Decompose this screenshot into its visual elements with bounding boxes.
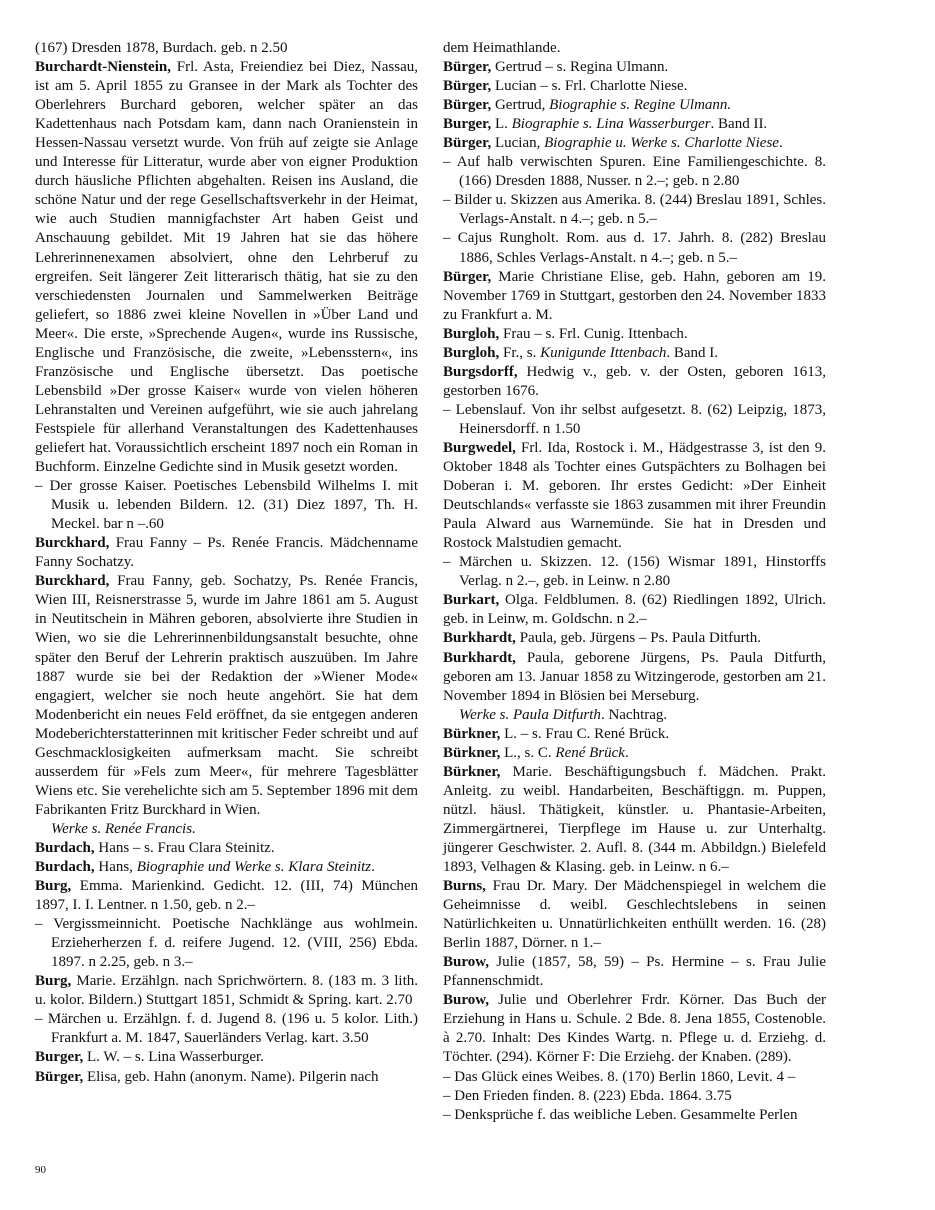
- dictionary-entry: [443, 58, 826, 77]
- entry-text: .: [624, 744, 629, 761]
- dictionary-entry: [443, 115, 826, 134]
- entry-text: Lucian,: [491, 135, 545, 152]
- dictionary-entry: [443, 1068, 826, 1087]
- entry-text: – Märchen u. Erzählgn. f. d. Jugend 8. (196 u. 5 kolor. Lith.) Frankfurt a. M. 1847, Sauerländers Verlag. kart. 3.50: [35, 1011, 418, 1047]
- dictionary-entry: [443, 591, 826, 629]
- entry-headword: Burchardt-Nienstein,: [35, 59, 171, 76]
- dictionary-entry: [443, 401, 826, 439]
- dictionary-entry: [443, 629, 826, 648]
- dictionary-entry: [443, 991, 826, 1067]
- entry-text: Frau Fanny – Ps. Renée Francis. Mädchenname Fanny Sochatzy.: [35, 535, 418, 571]
- entry-text: Fr., s.: [499, 344, 541, 361]
- entry-headword: Burg,: [35, 878, 72, 895]
- dictionary-entry: [443, 153, 826, 191]
- dictionary-entry: [443, 725, 826, 744]
- dictionary-entry: [443, 649, 826, 706]
- dictionary-entry: [443, 229, 826, 267]
- entry-text: Frau Dr. Mary. Der Mädchenspiegel in welchem die Geheimnisse d. weibl. Geschlechtslebens in seinen Natürlichkeiten u. Unnatürlichkeiten enthüllt werden. 16. (28) Berlin 1887, Dörner. n 1.–: [443, 878, 826, 952]
- dictionary-entry: [35, 477, 418, 534]
- entry-text: Paula, geb. Jürgens – Ps. Paula Ditfurth.: [515, 630, 762, 647]
- entry-text: L.: [491, 116, 512, 133]
- entry-text: Frau Fanny, geb. Sochatzy, Ps. Renée Francis, Wien III, Reisnerstrasse 5, wurde im Jahre 1861 am 5. August in Neutitschein in Mähren geboren, absolvierte ihre Studien in Wien, wo sie die Lehrerinnenbildungsanstalt besuchte, ohne später den Beruf der Lehrerin praktisch auszuüben. Im Jahre 1887 wurde sie bei der Redaktion der »Wiener Mode« engagiert, welcher sie noch heute angehört. Sie hat dem Modenbericht ein neues Feld eröffnet, da sie entgegen anderen Modeberichterstatterinnen mit kritischer Feder schreibt und auf Geschmacklosigkeiten aufmerksam macht. Sie schreibt ausserdem für »Fels zum Meer«, für mehrere Tagesblätter Wiens etc. Sie verehelichte sich am 5. September 1896 mit dem Fabrikanten Fritz Burckhard in Wien.: [35, 573, 418, 818]
- entry-text: – Bilder u. Skizzen aus Amerika. 8. (244) Breslau 1891, Schles. Verlags-Anstalt. n 4.–; geb. n 5.–: [443, 192, 826, 228]
- entry-text: Gertrud,: [491, 97, 550, 114]
- dictionary-entry: [35, 572, 418, 820]
- entry-italic-text: Biographie s. Regine Ulmann.: [549, 97, 732, 114]
- dictionary-entry: [35, 915, 418, 972]
- entry-text: Frl. Asta, Freiendiez bei Diez, Nassau, ist am 5. April 1855 zu Gransee in der Mark als Tochter des Oberlehrers Burchard geboren, welcher später an das Kadettenhaus nach Potsdam kam, dann nach Oranienstein in Hessen-Nassau versetzt wurde. Von früh auf zeigte sie Anlage und Interesse für Litteratur, wurde aber von eigner Produktion durch häusliche Pflichten abgehalten. Reisen ins Ausland, die schöne Natur und der rege Gesellschaftsverkehr in der Heimat, wie auch Studien mannigfachster Art haben Geist und Anschauung gebildet. Mit 19 Jahren hat sie das höhere Lehrerinnenexamen absolviert, ohne den Lehrberuf zu ergreifen. Seit längerer Zeit litterarisch thätig, hat sie zu den verschiedensten Journalen und Sammelwerken Beiträge geliefert, so 1886 zwei kleine Novellen in »Über Land und Meer«. Die erste, »Sprechende Augen«, wurde ins Russische, Englische und Französische, die zweite, »Lebensstern«, ins Französische und Englische übersetzt. Das poetische Lebensbild »Der grosse Kaiser« wurde von vielen höheren Lehranstalten und Vereinen aufgeführt, wie sie auch jahrelang Festspiele für allerhand Veranstaltungen des Kadettenhauses geliefert hat. Voraussichtlich erscheint 1897 noch ein Roman in Buchform. Einzelne Gedichte sind in Musik gesetzt worden.: [35, 59, 418, 476]
- entry-text: Marie Christiane Elise, geb. Hahn, geboren am 19. November 1769 in Stuttgart, gestorben den 24. November 1833 zu Frankfurt a. M.: [443, 268, 826, 323]
- entry-headword: Burow,: [443, 954, 489, 971]
- entry-italic-text: Biographie s. Lina Wasserburger: [511, 116, 711, 133]
- entry-headword: Burgloh,: [443, 344, 500, 361]
- dictionary-entry: [443, 553, 826, 591]
- entry-headword: Bürkner,: [443, 744, 501, 761]
- entry-headword: Burg,: [35, 973, 72, 990]
- dictionary-entry: [35, 58, 418, 477]
- entry-text: . Nachtrag.: [600, 706, 668, 723]
- entry-text: Emma. Marienkind. Gedicht. 12. (III, 74) München 1897, I. I. Lentner. n 1.50, geb. n 2.–: [35, 878, 418, 914]
- dictionary-entry: [35, 972, 418, 1010]
- entry-text: Hedwig v., geb. v. der Osten, geboren 1613, gestorben 1676.: [443, 363, 826, 399]
- entry-text: Hans – s. Frau Clara Steinitz.: [94, 839, 275, 856]
- entry-italic-text: Kunigunde Ittenbach: [540, 344, 667, 361]
- entry-headword: Burns,: [443, 878, 486, 895]
- dictionary-entry: [443, 763, 826, 877]
- entry-headword: Bürger,: [443, 78, 492, 95]
- dictionary-entry: [443, 39, 826, 58]
- dictionary-entry: [443, 268, 826, 325]
- entry-headword: Burkhardt,: [443, 649, 516, 666]
- entry-text: .: [778, 135, 783, 152]
- entry-headword: Bürger,: [35, 1068, 84, 1085]
- dictionary-entry: [443, 1087, 826, 1106]
- entry-text: Frau – s. Frl. Cunig. Ittenbach.: [499, 325, 688, 342]
- dictionary-entry: [443, 191, 826, 229]
- entry-text: Marie. Beschäftigungsbuch f. Mädchen. Prakt. Anleitg. zu weibl. Handarbeiten, Beschäftiggn. m. Puppen, nützl. häusl. Thätigkeit, künstler. u. Phantasie-Arbeiten, Zimmergärtnerei, Tierpflege im Hause u. zur Unterhaltg. jüngerer Geschwister. 2. Aufl. 8. (344 m. Abbildgn.) Bielefeld 1893, Velhagen & Klasing. geb. in Leinw. n 6.–: [443, 763, 826, 876]
- entry-text: Elisa, geb. Hahn (anonym. Name). Pilgerin nach: [83, 1068, 379, 1085]
- dictionary-entry: [443, 439, 826, 553]
- entry-text: Gertrud – s. Regina Ulmann.: [491, 59, 669, 76]
- entry-text: Olga. Feldblumen. 8. (62) Riedlingen 1892, Ulrich. geb. in Leinw, m. Goldschn. n 2.–: [443, 592, 826, 628]
- entry-headword: Burkart,: [443, 592, 500, 609]
- entry-text: – Den Frieden finden. 8. (223) Ebda. 1864. 3.75: [443, 1087, 732, 1104]
- entry-headword: Bürger,: [443, 135, 492, 152]
- dictionary-entry: [443, 363, 826, 401]
- entry-headword: Burger,: [35, 1049, 84, 1066]
- entry-text: (167) Dresden 1878, Burdach. geb. n 2.50: [35, 40, 288, 56]
- entry-headword: Burger,: [443, 116, 492, 133]
- dictionary-entry: [35, 877, 418, 915]
- dictionary-entry: [443, 744, 826, 763]
- entry-text: Paula, geborene Jürgens, Ps. Paula Ditfurth, geboren am 13. Januar 1858 zu Witzingerode, gestorben am 21. November 1894 in Blösien bei Merseburg.: [443, 649, 826, 704]
- entry-italic-text: Biographie u. Werke s. Charlotte Niese: [544, 135, 779, 152]
- entry-headword: Bürger,: [443, 268, 492, 285]
- entry-headword: Burkhardt,: [443, 630, 516, 647]
- entry-headword: Bürkner,: [443, 763, 501, 780]
- entry-text: – Auf halb verwischten Spuren. Eine Familiengeschichte. 8. (166) Dresden 1888, Nusser. n 2.–; geb. n 2.80: [443, 154, 826, 190]
- entry-text: Hans,: [94, 859, 137, 876]
- dictionary-entry: [443, 1106, 826, 1125]
- entry-text: – Denksprüche f. das weibliche Leben. Gesammelte Perlen: [443, 1106, 798, 1123]
- entry-text: Julie (1857, 58, 59) – Ps. Hermine – s. Frau Julie Pfannenschmidt.: [443, 954, 826, 990]
- entry-text: .: [371, 859, 375, 876]
- dictionary-entry: [35, 534, 418, 572]
- entry-headword: Burdach,: [35, 839, 95, 856]
- entry-headword: Burgwedel,: [443, 439, 516, 456]
- entry-headword: Burgloh,: [443, 325, 500, 342]
- right-column: [443, 39, 826, 1125]
- entry-text: L. – s. Frau C. René Brück.: [500, 725, 670, 742]
- dictionary-entry: [443, 134, 826, 153]
- entry-text: dem Heimathlande.: [443, 40, 561, 56]
- entry-text: . Band II.: [710, 116, 768, 133]
- entry-headword: Burdach,: [35, 859, 95, 876]
- entry-text: Marie. Erzählgn. nach Sprichwörtern. 8. (183 m. 3 lith. u. kolor. Bildern.) Stuttgart 1851, Schmidt & Spring. kart. 2.70: [35, 973, 418, 1009]
- entry-headword: Burow,: [443, 992, 489, 1009]
- dictionary-entry: [35, 1010, 418, 1048]
- entry-text: L., s. C.: [500, 744, 556, 761]
- page-number: 90: [35, 1164, 46, 1176]
- entry-text: L. W. – s. Lina Wasserburger.: [83, 1049, 264, 1066]
- entry-headword: Bürkner,: [443, 725, 501, 742]
- dictionary-entry: [443, 344, 826, 363]
- entry-text: . Band I.: [666, 344, 719, 361]
- dictionary-entry: [443, 325, 826, 344]
- entry-headword: Burgsdorff,: [443, 363, 518, 380]
- entry-italic-text: Werke s. Paula Ditfurth: [459, 706, 601, 723]
- dictionary-entry: [35, 1048, 418, 1067]
- dictionary-entry: [35, 858, 418, 877]
- entry-headword: Burckhard,: [35, 535, 110, 552]
- dictionary-entry: [443, 953, 826, 991]
- entry-text: – Märchen u. Skizzen. 12. (156) Wismar 1891, Hinstorffs Verlag. n 2.–, geb. in Leinw. n 2.80: [443, 554, 826, 590]
- entry-text: Frl. Ida, Rostock i. M., Hädgestrasse 3, ist den 9. Oktober 1848 als Tochter eines Gutspächters zu Bolhagen bei Doberan i. M. geboren. Ihr erstes Gedicht: »Der Einheit Deutschlands« verfasste sie 1863 zusammen mit ihrer Freundin Paula Alward aus Warnemünde. Sie hat in Dresden und Rostock Malstudien gemacht.: [443, 439, 826, 552]
- entry-headword: Bürger,: [443, 97, 492, 114]
- entry-text: – Das Glück eines Weibes. 8. (170) Berlin 1860, Levit. 4 –: [443, 1068, 796, 1085]
- entry-text: – Vergissmeinnicht. Poetische Nachklänge aus wohlmein. Erzieherherzen f. d. reifere Jugend. 12. (VIII, 256) Ebda. 1897. n 2.25, geb. n 3.–: [35, 916, 418, 971]
- dictionary-entry: [35, 839, 418, 858]
- entry-italic-text: Biographie und Werke s. Klara Steinitz: [136, 859, 372, 876]
- entry-italic-text: René Brück: [555, 744, 625, 761]
- dictionary-entry: [35, 1068, 418, 1087]
- dictionary-entry: [443, 96, 826, 115]
- dictionary-entry: [35, 39, 418, 58]
- entry-text: – Cajus Rungholt. Rom. aus d. 17. Jahrh. 8. (282) Breslau 1886, Schles Verlags-Anstalt. n 4.–; geb. n 5.–: [443, 230, 826, 266]
- dictionary-entry: [443, 706, 826, 725]
- entry-text: – Lebenslauf. Von ihr selbst aufgesetzt. 8. (62) Leipzig, 1873, Heinersdorff. n 1.50: [443, 401, 826, 437]
- entry-italic-text: Werke s. Renée Francis.: [51, 820, 196, 837]
- dictionary-entry: [443, 77, 826, 96]
- left-column: [35, 39, 418, 1087]
- dictionary-entry: [35, 820, 418, 839]
- entry-text: Lucian – s. Frl. Charlotte Niese.: [491, 78, 688, 95]
- entry-text: – Der grosse Kaiser. Poetisches Lebensbild Wilhelms I. mit Musik u. lebenden Bildern. 12. (31) Diez 1897, Th. H. Meckel. bar n –.60: [35, 478, 418, 533]
- entry-text: Julie und Oberlehrer Frdr. Körner. Das Buch der Erziehung in Hans u. Schule. 2 Bde. 8. Jena 1855, Costenoble. à 2.70. Inhalt: Des Kindes Wartg. n. Pflege u. d. Erziehg. d. Töchter. (294). Körner F: Die Erziehg. der Knaben. (289).: [443, 992, 826, 1066]
- entry-headword: Bürger,: [443, 59, 492, 76]
- dictionary-entry: [443, 877, 826, 953]
- entry-headword: Burckhard,: [35, 573, 110, 590]
